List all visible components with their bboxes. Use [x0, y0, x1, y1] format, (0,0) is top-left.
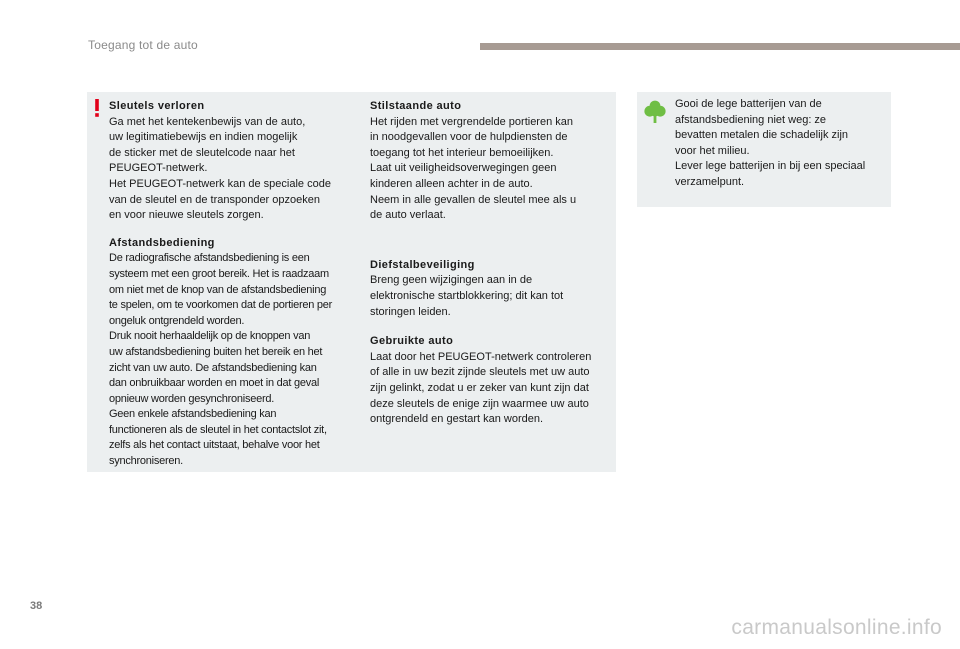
- text-line: Gooi de lege batterijen van de: [675, 98, 822, 110]
- text-line: en voor nieuwe sleutels zorgen.: [109, 209, 264, 222]
- text-line: Lever lege batterijen in bij een speciaal: [675, 160, 866, 173]
- text-line: De radiografische afstandsbediening is een: [109, 252, 310, 265]
- lost-keys-heading: Sleutels verloren: [109, 100, 205, 112]
- text-line: elektronische startblokkering; dit kan tot: [370, 289, 564, 302]
- text-line: ontgrendeld en gestart kan worden.: [370, 413, 544, 426]
- text-line: uw legitimatiebewijs en indien mogelijk: [109, 131, 298, 144]
- header-bar: [480, 43, 960, 50]
- section-title: Toegang tot de auto: [88, 38, 198, 52]
- parked-car-section: [370, 99, 616, 224]
- text-line: functioneren als de sleutel in het contactslot zit,: [109, 423, 327, 436]
- text-line: in noodgevallen voor de hulpdiensten de: [370, 131, 568, 144]
- text-line: of alle in uw bezit zijnde sleutels met uw auto: [370, 366, 590, 379]
- text-line: systeem met een groot bereik. Het is raadzaam: [109, 267, 329, 280]
- left-column: [109, 99, 355, 482]
- watermark: carmanualsonline.info: [731, 616, 942, 639]
- text-line: uw afstandsbediening buiten het bereik en het: [109, 345, 323, 358]
- text-line: storingen leiden.: [370, 305, 451, 318]
- text-line: voor het milieu.: [675, 144, 750, 157]
- text-line: PEUGEOT-netwerk.: [109, 162, 208, 175]
- antitheft-heading: Diefstalbeveiliging: [370, 258, 475, 271]
- text-line: dan onbruikbaar worden en moet in dat geval: [109, 377, 320, 390]
- antitheft-section: [370, 258, 616, 320]
- text-line: Laat uit veiligheidsoverwegingen geen: [370, 162, 557, 175]
- remote-control-section: [109, 236, 355, 470]
- text-line: zijn gelinkt, zodat u er zeker van kunt zijn dat: [370, 381, 589, 394]
- text-line: deze sleutels de enige zijn waarmee uw auto: [370, 397, 589, 410]
- lost-keys-section: [109, 99, 355, 224]
- text-line: Geen enkele afstandsbediening kan: [109, 408, 277, 421]
- remote-control-heading: Afstandsbediening: [109, 236, 215, 249]
- text-line: zicht van uw auto. De afstandsbediening kan: [109, 361, 317, 374]
- used-car-heading: Gebruikte auto: [370, 335, 454, 348]
- text-line: Neem in alle gevallen de sleutel mee als u: [370, 193, 577, 206]
- page-number: 38: [30, 600, 43, 612]
- text-line: Laat door het PEUGEOT-netwerk controleren: [370, 350, 592, 363]
- text-line: opnieuw worden gesynchroniseerd.: [109, 392, 275, 405]
- text-line: Druk nooit herhaaldelijk op de knoppen van: [109, 330, 311, 343]
- text-line: ongeluk ontgrendeld worden.: [109, 314, 245, 327]
- text-line: de auto verlaat.: [370, 209, 446, 222]
- text-line: synchroniseren.: [109, 455, 183, 468]
- text-line: toegang tot het interieur bemoeilijken.: [370, 146, 554, 159]
- text-line: afstandsbediening niet weg: ze: [675, 113, 827, 126]
- text-line: te spelen, om te voorkomen dat de portieren per: [109, 299, 333, 312]
- text-line: bevatten metalen die schadelijk zijn: [675, 129, 849, 142]
- text-line: kinderen alleen achter in de auto.: [370, 177, 533, 190]
- text-line: Breng geen wijzigingen aan in de: [370, 274, 533, 287]
- text-line: Ga met het kentekenbewijs van de auto,: [109, 115, 306, 128]
- parked-car-heading: Stilstaande auto: [370, 100, 462, 112]
- text-line: om niet met de knop van de afstandsbediening: [109, 283, 327, 296]
- text-line: Het rijden met vergrendelde portieren kan: [370, 115, 574, 128]
- text-line: de sticker met de sleutelcode naar het: [109, 146, 295, 159]
- text-line: verzamelpunt.: [675, 175, 745, 188]
- text-line: Het PEUGEOT-netwerk kan de speciale code: [109, 177, 331, 190]
- used-car-section: [370, 334, 616, 428]
- middle-column: [370, 99, 616, 440]
- environment-note: [675, 97, 889, 191]
- text-line: van de sleutel en de transponder opzoeken: [109, 193, 320, 206]
- warning-exclamation-icon: [92, 99, 102, 117]
- text-line: zelfs als het contact uitstaat, behalve voor het: [109, 439, 320, 452]
- leaf-icon: [644, 100, 666, 124]
